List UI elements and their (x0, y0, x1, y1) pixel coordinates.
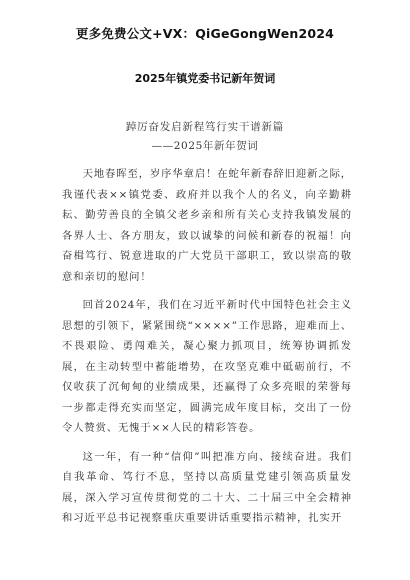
paragraph-belief: 这一年，有一种“信仰”叫把准方向、接续奋进。我们自我革命、笃行不息，坚持以高质量党建引领高质量发展，深入学习宣传贯彻党的二十大、二十届三中全会精神和习近平总书记视察重庆重要讲话重要指示精神，扎实开 (62, 450, 352, 524)
promo-banner: 更多免费公文+VX：QiGeGongWen2024 (75, 26, 335, 41)
speech-heading: 踔厉奋发启新程笃行实干谱新篇 (125, 121, 285, 133)
document-body (62, 164, 352, 537)
document-title: 2025年镇党委书记新年贺词 (134, 72, 276, 85)
paragraph-review: 回首2024年，我们在习近平新时代中国特色社会主义思想的引领下，紧紧围绕“××××”工作思路，迎难而上、不畏艰险、勇闯难关，凝心聚力抓项目，统筹协调抓发展，在主动转型中蓄能增势，在攻坚克难中砥砺前行，不仅收获了沉甸甸的业绩成果，还赢得了众多亮眼的荣誉每一步都走得充实而坚定，圆满完成年度目标，交出了一份令人赞赏、无愧于××人民的精彩答卷。 (62, 299, 352, 434)
speech-subheading: ——2025年新年贺词 (151, 140, 259, 152)
paragraph-greeting: 天地春晖至，岁序华章启！在蛇年新春辞旧迎新之际，我谨代表××镇党委、政府并以我个人的名义，向辛勤耕耘、勤劳善良的全镇父老乡亲和所有关心支持我镇发展的各界人士、各方朋友，致以诚挚的问候和新春的祝福！向奋楫笃行、锐意进取的广大党员干部职工，致以崇高的敬意和亲切的慰问！ (62, 168, 352, 283)
